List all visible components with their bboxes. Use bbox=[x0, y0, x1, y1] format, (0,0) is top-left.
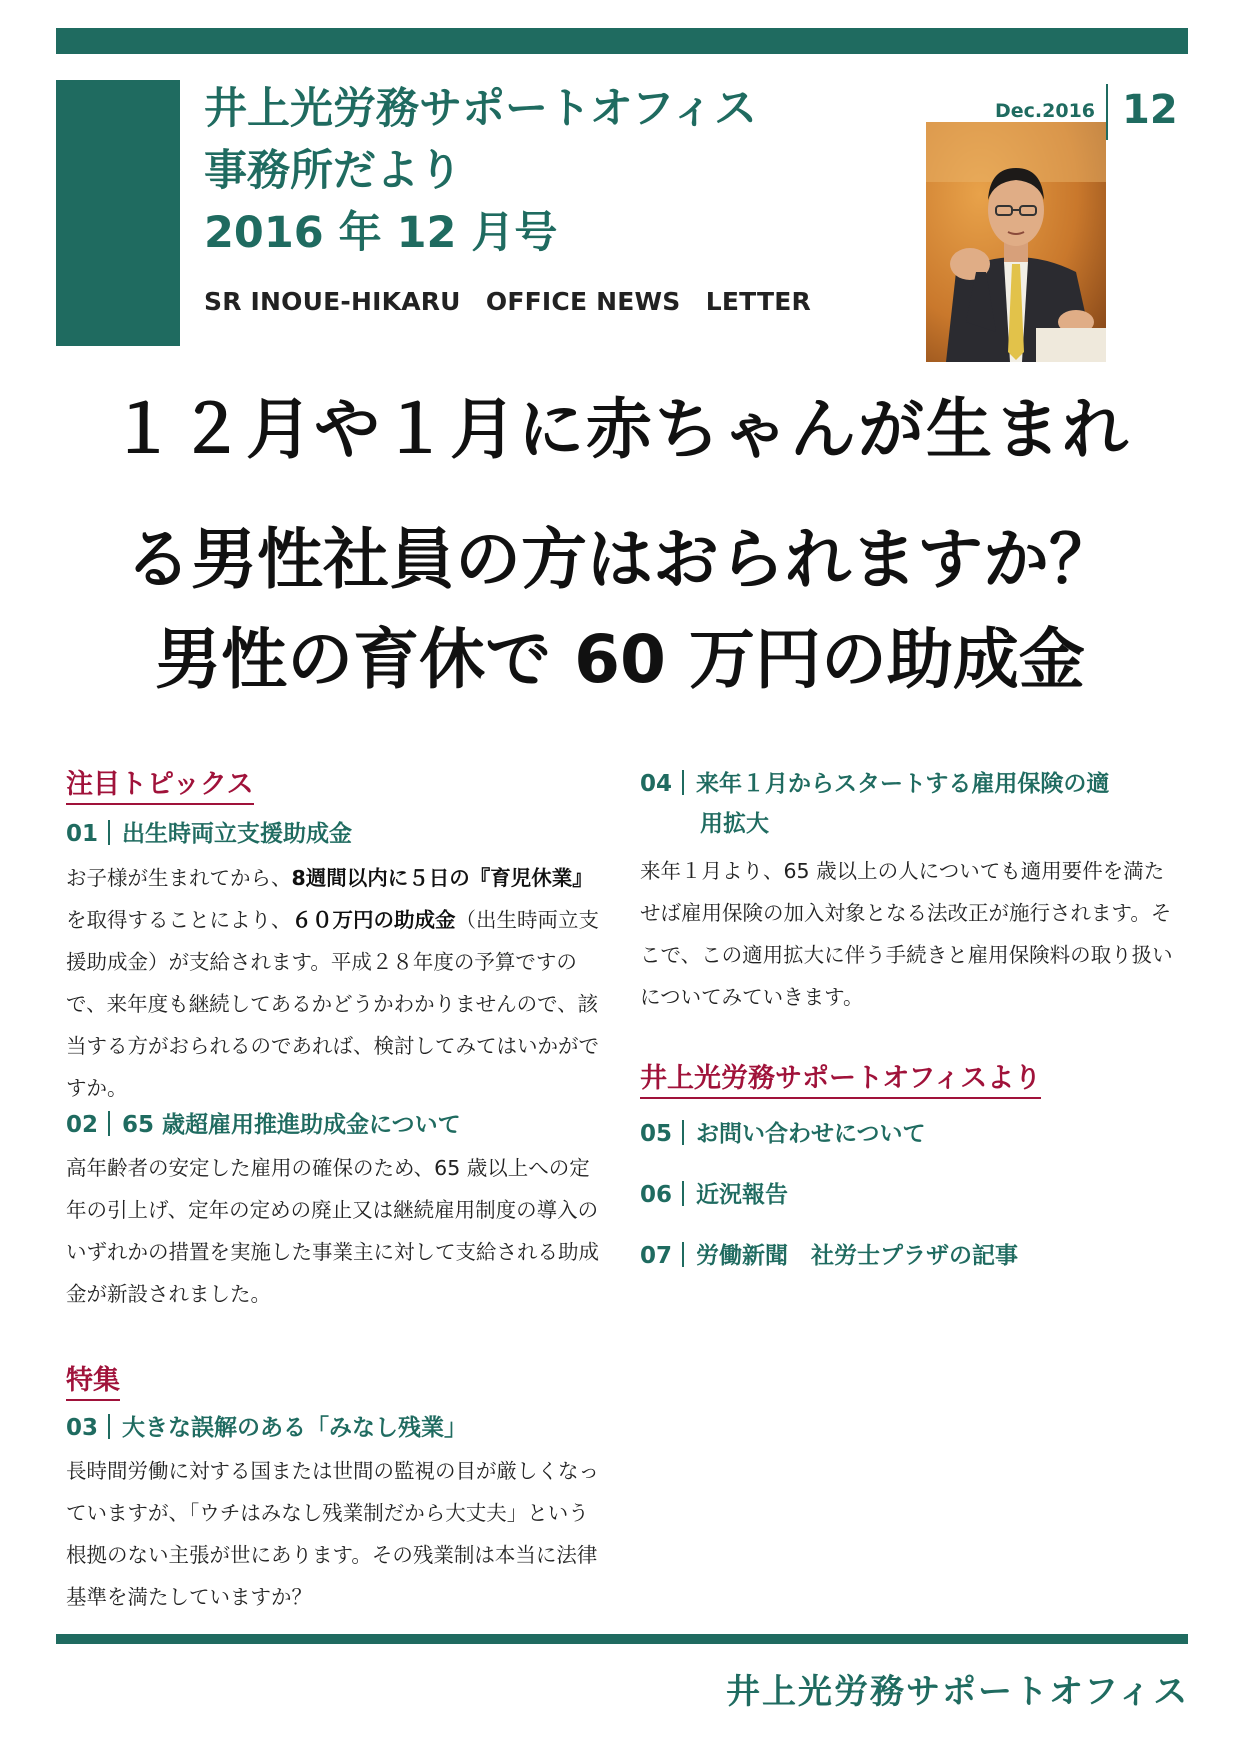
item-04-title bbox=[640, 770, 1109, 799]
issue-month: Dec.2016 bbox=[995, 100, 1096, 122]
bottom-rule-bar bbox=[56, 1634, 1188, 1644]
item-title-text: 来年１月からスタートする雇用保険の適 bbox=[696, 771, 1110, 797]
item-number: 04 bbox=[640, 771, 673, 797]
item-01-title bbox=[66, 820, 352, 849]
item-divider bbox=[682, 1120, 684, 1145]
body-text-segment: お子様が生まれてから、 bbox=[66, 866, 292, 890]
issue-number: 12 bbox=[1122, 87, 1178, 133]
item-title-text: 出生時両立支援助成金 bbox=[122, 821, 353, 847]
issue-title: 2016 年 12 月号 bbox=[204, 208, 558, 258]
item-divider bbox=[108, 1414, 110, 1439]
item-title-text: 65 歳超雇用推進助成金について bbox=[122, 1112, 461, 1138]
item-04-title-line-2: 用拡大 bbox=[700, 811, 769, 837]
item-02-title bbox=[66, 1111, 461, 1140]
item-number: 01 bbox=[66, 821, 99, 847]
headline-line-1: １２月や１月に赤ちゃんが生まれ bbox=[110, 391, 1130, 468]
body-bold-segment: ６０万円の助成金 bbox=[291, 908, 456, 932]
headline-line-2: る男性社員の方はおられますか？ bbox=[125, 521, 1115, 598]
item-title-text: 近況報告 bbox=[696, 1182, 789, 1208]
issue-divider bbox=[1106, 84, 1108, 140]
top-rule-bar bbox=[56, 28, 1188, 54]
item-divider bbox=[108, 1111, 110, 1136]
office-name-title: 井上光労務サポートオフィス bbox=[204, 84, 757, 134]
body-text-segment: （出生時両立支援助成金）が支給されます。平成２８年度の予算ですので、来年度も継続してあるかどうかわかりませんので、該当する方がおられるのであれば、検討してみてはいかがですか。 bbox=[66, 908, 599, 1100]
body-bold-segment: 8週間以内に５日の『育児休業』 bbox=[291, 866, 593, 890]
item-divider bbox=[682, 1181, 684, 1206]
item-03-body: 長時間労働に対する国または世間の監視の目が厳しくなっていますが、「ウチはみなし残業制だから大丈夫」という根拠のない主張が世にあります。その残業制は本当に法律基準を満たしていますか？ bbox=[66, 1459, 599, 1609]
item-divider bbox=[108, 820, 110, 845]
portrait-photo bbox=[926, 122, 1106, 362]
item-03-title bbox=[66, 1414, 467, 1443]
item-05-title bbox=[640, 1120, 926, 1149]
item-06-title bbox=[640, 1181, 788, 1210]
item-04-body: 来年１月より、65 歳以上の人についても適用要件を満たせば雇用保険の加入対象となる法改正が施行されます。そこで、この適用拡大に伴う手続きと雇用保険料の取り扱いについてみていきます。 bbox=[640, 859, 1173, 1009]
item-number: 02 bbox=[66, 1112, 99, 1138]
item-number: 05 bbox=[640, 1121, 673, 1147]
item-number: 06 bbox=[640, 1182, 673, 1208]
item-title-text: お問い合わせについて bbox=[696, 1121, 926, 1147]
section-title-feature: 特集 bbox=[66, 1366, 120, 1401]
headline-line-3: 男性の育休で 60 万円の助成金 bbox=[155, 621, 1085, 698]
footer-office-name: 井上光労務サポートオフィス bbox=[726, 1672, 1190, 1712]
item-divider bbox=[682, 1242, 684, 1267]
item-title-text: 大きな誤解のある「みなし残業」 bbox=[122, 1415, 468, 1441]
masthead-side-block bbox=[56, 80, 180, 346]
item-07-title bbox=[640, 1242, 1018, 1271]
english-newsletter-name: SR INOUE-HIKARU OFFICE NEWS LETTER bbox=[204, 287, 811, 316]
section-title-office: 井上光労務サポートオフィスより bbox=[640, 1064, 1041, 1099]
newsletter-name: 事務所だより bbox=[204, 146, 462, 196]
item-number: 07 bbox=[640, 1243, 673, 1269]
item-divider bbox=[682, 770, 684, 795]
item-number: 03 bbox=[66, 1415, 99, 1441]
body-text-segment: を取得することにより、 bbox=[66, 908, 292, 932]
item-02-body: 高年齢者の安定した雇用の確保のため、65 歳以上への定年の引上げ、定年の定めの廃止又は継続雇用制度の導入のいずれかの措置を実施した事業主に対して支給される助成金が新設されました。 bbox=[66, 1156, 599, 1306]
section-title-topics: 注目トピックス bbox=[66, 770, 254, 805]
item-title-text: 労働新聞 社労士プラザの記事 bbox=[696, 1243, 1019, 1269]
item-01-body bbox=[66, 857, 606, 1109]
